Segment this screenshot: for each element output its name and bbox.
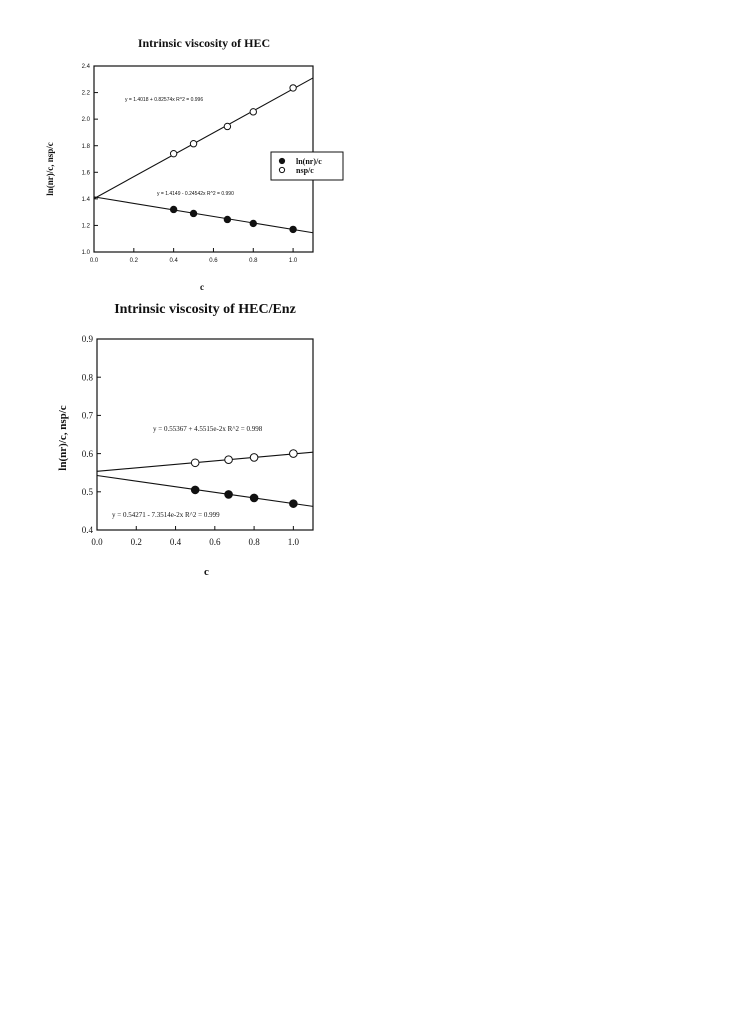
legend-label: nsp/c bbox=[296, 166, 314, 175]
x-tick-label: 0.2 bbox=[130, 537, 142, 547]
x-tick-label: 0.0 bbox=[89, 258, 99, 264]
fit-equation-label: y = 0.54271 - 7.3514e-2x R^2 = 0.999 bbox=[112, 511, 220, 519]
fit-equation-label: y = 1.4018 + 0.82574x R^2 = 0.996 bbox=[125, 97, 204, 103]
chart-title: Intrinsic viscosity of HEC/Enz bbox=[114, 302, 296, 317]
chart-title: Intrinsic viscosity of HEC bbox=[137, 36, 271, 50]
data-point bbox=[225, 456, 233, 464]
y-tick-label: 0.6 bbox=[81, 448, 93, 459]
data-point bbox=[191, 459, 199, 467]
data-point bbox=[250, 109, 256, 115]
chart-plot bbox=[0, 28, 736, 290]
y-tick-label: 2.4 bbox=[81, 64, 90, 71]
x-tick-label: 0.0 bbox=[91, 537, 103, 547]
fit-line bbox=[94, 197, 313, 233]
y-tick-label: 0.4 bbox=[81, 525, 93, 536]
data-point bbox=[290, 500, 298, 508]
x-tick-label: 0.6 bbox=[209, 537, 221, 547]
data-point bbox=[290, 85, 296, 91]
data-point bbox=[190, 141, 196, 147]
x-tick-label: 0.8 bbox=[248, 537, 260, 547]
x-axis-label: c bbox=[200, 282, 204, 292]
x-tick-label: 0.4 bbox=[169, 258, 178, 264]
y-tick-label: 0.7 bbox=[81, 410, 93, 421]
data-point bbox=[224, 216, 230, 222]
data-point bbox=[170, 206, 176, 212]
data-point bbox=[225, 491, 233, 499]
data-point bbox=[250, 454, 258, 462]
data-point bbox=[224, 123, 230, 129]
legend-marker bbox=[279, 158, 284, 163]
y-tick-label: 1.0 bbox=[81, 250, 90, 257]
y-tick-label: 0.8 bbox=[81, 372, 93, 383]
y-tick-label: 2.0 bbox=[81, 117, 90, 124]
x-tick-label: 0.8 bbox=[249, 258, 258, 264]
x-tick-label: 0.6 bbox=[209, 258, 218, 264]
data-point bbox=[250, 494, 258, 502]
chart-hec-enz bbox=[0, 296, 736, 586]
y-tick-label: 2.2 bbox=[81, 90, 90, 97]
x-axis-label: c bbox=[204, 566, 209, 578]
data-point bbox=[290, 226, 296, 232]
fit-equation-label: y = 1.4149 - 0.24542x R^2 = 0.990 bbox=[157, 191, 234, 197]
legend-marker bbox=[279, 167, 284, 172]
x-tick-label: 0.4 bbox=[169, 537, 182, 547]
fit-line bbox=[97, 452, 313, 471]
data-point bbox=[250, 220, 256, 226]
fit-line bbox=[97, 475, 313, 506]
legend-label: ln(nr)/c bbox=[296, 157, 322, 166]
data-point bbox=[290, 450, 298, 458]
x-tick-label: 1.0 bbox=[287, 537, 299, 547]
y-tick-label: 1.6 bbox=[81, 170, 90, 177]
x-tick-label: 0.2 bbox=[129, 258, 138, 264]
x-tick-label: 1.0 bbox=[288, 258, 298, 264]
data-point bbox=[190, 210, 196, 216]
y-tick-label: 1.2 bbox=[81, 223, 90, 230]
chart-plot bbox=[0, 296, 736, 586]
chart-hec bbox=[0, 28, 736, 290]
y-tick-label: 1.8 bbox=[81, 143, 90, 150]
y-axis-label: ln(nr)/c, nsp/c bbox=[57, 405, 69, 471]
y-tick-label: 0.5 bbox=[81, 486, 93, 497]
fit-equation-label: y = 0.55367 + 4.5515e-2x R^2 = 0.998 bbox=[153, 425, 263, 433]
y-tick-label: 1.4 bbox=[81, 196, 90, 203]
data-point bbox=[170, 150, 176, 156]
y-axis-label: ln(nr)/c, nsp/c bbox=[45, 142, 55, 196]
data-point bbox=[191, 486, 199, 494]
y-tick-label: 0.9 bbox=[81, 334, 93, 345]
